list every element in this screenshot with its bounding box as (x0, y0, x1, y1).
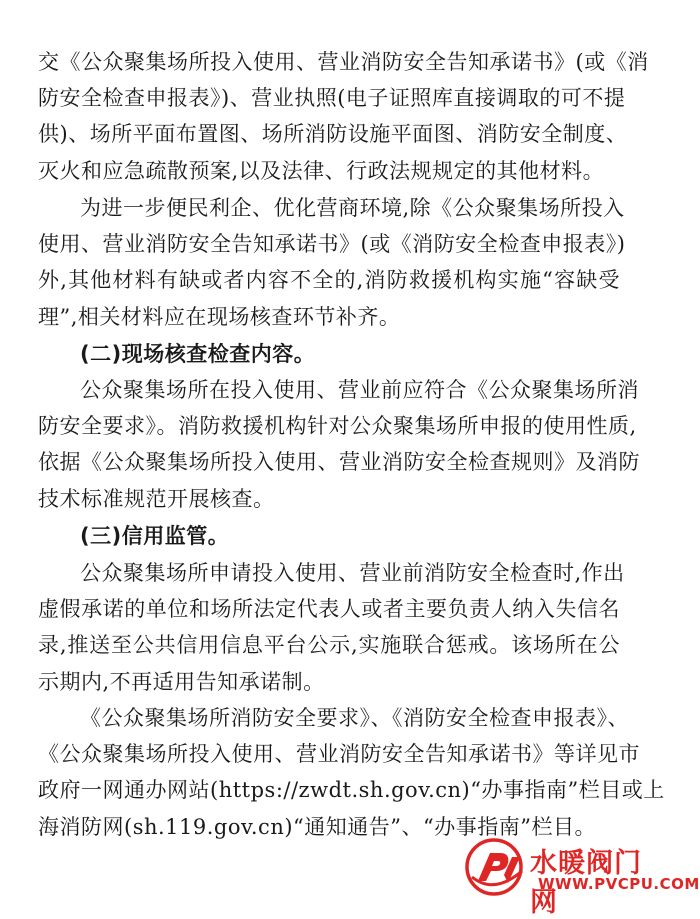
paragraph-1-end (38, 153, 620, 189)
paragraph-line: 政府一网通办网站(https://zwdt.sh.gov.cn)“办事指南”栏目或上 (38, 778, 665, 803)
paragraph-line: 灭火和应急疏散预案,以及法律、行政法规规定的其他材料。 (38, 158, 605, 183)
paragraph-line: 外,其他材料有缺或者内容不全的,消防救援机构实施“容缺受 (38, 268, 620, 293)
paragraph-line: 示期内,不再适用告知承诺制。 (38, 669, 325, 694)
pv-logo-icon (464, 837, 530, 897)
watermark-site-name: 水暖阀门网 (530, 848, 642, 918)
paragraph-2-end (38, 299, 620, 335)
paragraph-3-end (38, 481, 620, 517)
watermark (464, 837, 700, 918)
paragraph-4-end (38, 664, 620, 700)
section-heading-3: (三)信用监管。 (80, 524, 230, 548)
paragraph-line: 公众聚集场所在投入使用、营业前应符合《公众聚集场所消 (80, 378, 639, 402)
paragraph-1 (38, 44, 649, 153)
paragraph-line: 录,推送至公共信用信息平台公示,实施联合惩戒。该场所在公 (38, 633, 620, 658)
paragraph-line: 供)、场所平面布置图、场所消防设施平面图、消防安全制度、 (38, 122, 628, 147)
paragraph-line: 为进一步便民利企、优化营商环境,除《公众聚集场所投入 (80, 196, 625, 220)
paragraph-4 (38, 555, 625, 664)
paragraph-5 (38, 700, 665, 809)
paragraph-line: 海消防网(sh.119.gov.cn)“通知通告”、“办事指南”栏目。 (38, 814, 596, 839)
paragraph-2 (38, 190, 626, 299)
paragraph-line: 防安全检查申报表》)、营业执照(电子证照库直接调取的可不提 (38, 86, 626, 111)
paragraph-line: 《公众聚集场所投入使用、营业消防安全告知承诺书》等详见市 (38, 742, 640, 767)
paragraph-line: 《公众聚集场所消防安全要求》、《消防安全检查申报表》、 (80, 706, 629, 730)
paragraph-line: 技术标准规范开展核查。 (38, 486, 275, 511)
paragraph-3 (38, 372, 640, 481)
paragraph-line: 使用、营业消防安全告知承诺书》(或《消防安全检查申报表》) (38, 232, 626, 257)
section-heading-2: (二)现场核查检查内容。 (80, 342, 316, 366)
paragraph-line: 理”,相关材料应在现场核查环节补齐。 (38, 304, 401, 329)
paragraph-line: 依据《公众聚集场所投入使用、营业消防安全检查规则》及消防 (38, 450, 640, 475)
paragraph-line: 交《公众聚集场所投入使用、营业消防安全告知承诺书》(或《消 (38, 50, 649, 74)
paragraph-line: 公众聚集场所申请投入使用、营业前消防安全检查时,作出 (80, 561, 625, 585)
paragraph-line: 虚假承诺的单位和场所法定代表人或者主要负责人纳入失信名 (38, 597, 620, 622)
watermark-site-url: WWW.PVCPU.COM (538, 875, 700, 893)
paragraph-line: 防安全要求》。消防救援机构针对公众聚集场所申报的使用性质, (38, 414, 637, 439)
